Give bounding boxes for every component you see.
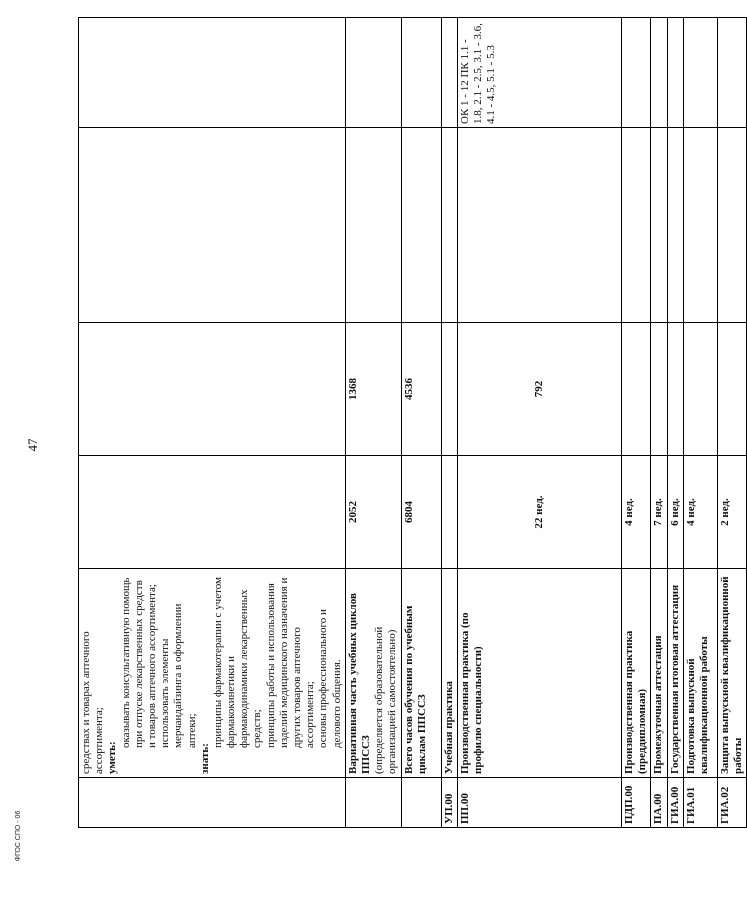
- hours-cell-text: 4536: [402, 378, 415, 400]
- subject-cell: [651, 128, 667, 323]
- competency-codes-cell: [401, 18, 441, 128]
- code-cell-text: ПДП.00: [622, 785, 635, 824]
- hours-cell: [345, 323, 401, 456]
- table-row: [717, 18, 746, 828]
- code-cell: [651, 778, 667, 828]
- max-load-cell: [667, 456, 683, 569]
- max-load-cell: [683, 456, 717, 569]
- code-cell-text: ГИА.01: [684, 786, 697, 824]
- max-load-cell: [345, 456, 401, 569]
- competency-codes-cell: [683, 18, 717, 128]
- code-cell: [79, 778, 346, 828]
- title-cell: [667, 569, 683, 778]
- max-load-cell-text: 7 нед.: [652, 498, 665, 526]
- table-row: [401, 18, 441, 828]
- hours-cell: [683, 323, 717, 456]
- code-cell-text: УП.00: [442, 793, 455, 824]
- table-row: [79, 18, 346, 828]
- hours-cell: [457, 323, 621, 456]
- section-heading: уметь:: [106, 741, 119, 774]
- max-load-cell-text: 2052: [346, 501, 359, 523]
- competency-codes-cell: [651, 18, 667, 128]
- rotated-table-wrapper: [78, 18, 744, 828]
- title-cell-text: Государственная итоговая аттестация: [668, 584, 681, 774]
- max-load-cell-text: 4 нед.: [684, 498, 697, 526]
- subject-cell: [79, 128, 346, 323]
- subject-cell: [683, 128, 717, 323]
- subject-cell: [717, 128, 746, 323]
- table-row: [457, 18, 621, 828]
- title-cell: [345, 569, 401, 778]
- code-cell: [441, 778, 457, 828]
- competency-codes-cell: [345, 18, 401, 128]
- table-body: [79, 18, 747, 828]
- subject-cell: [457, 128, 621, 323]
- max-load-cell-text: 2 нед.: [718, 498, 731, 526]
- max-load-cell-text: 22 нед.: [532, 495, 545, 529]
- hours-cell: [717, 323, 746, 456]
- title-cell: [457, 569, 621, 778]
- max-load-cell-text: 6804: [402, 501, 415, 523]
- max-load-cell-text: 4 нед.: [622, 498, 635, 526]
- hours-cell: [79, 323, 346, 456]
- table-row: [651, 18, 667, 828]
- title-cell-text: Промежуточная аттестация: [652, 635, 665, 774]
- table-row: [667, 18, 683, 828]
- title-note: (определяется образовательной организацией самостоятельно): [373, 626, 399, 774]
- code-cell: [401, 778, 441, 828]
- table-row: [683, 18, 717, 828]
- hours-cell: [651, 323, 667, 456]
- hours-cell: [401, 323, 441, 456]
- competency-codes-cell: [441, 18, 457, 128]
- hours-cell-text: 792: [532, 380, 545, 398]
- code-cell-text: ПА.00: [652, 793, 665, 824]
- title-cell: [651, 569, 667, 778]
- code-cell: [667, 778, 683, 828]
- hours-cell-text: 1368: [346, 378, 359, 400]
- title-cell-text: Подготовка выпускной квалификационной работы: [684, 636, 710, 774]
- section-heading: знать:: [198, 743, 211, 774]
- max-load-cell-text: 6 нед.: [668, 498, 681, 526]
- description-line: средствах и товарах аптечного ассортимента;: [80, 631, 106, 774]
- title-cell-text: Защита выпускной квалификационной работы: [718, 576, 744, 774]
- code-cell-text: ГИА.02: [718, 786, 731, 824]
- description-line: оказывать консультативную помощь при отпуске лекарственных средств и товаров аптечного ассортимента;: [119, 577, 158, 748]
- code-cell: [621, 778, 650, 828]
- table-row: [621, 18, 650, 828]
- subject-cell: [345, 128, 401, 323]
- title-cell-text: Учебная практика: [442, 681, 455, 774]
- description-line: принципы фармакотерапии с учетом фармакокинетики и фармакодинамики лекарственных средств;: [211, 576, 264, 748]
- max-load-cell: [717, 456, 746, 569]
- title-cell: [401, 569, 441, 778]
- footer-label: ФГОС СПО - 06: [15, 810, 22, 862]
- curriculum-table: [78, 17, 747, 828]
- description-line: использовать элементы мерчандайзинга в оформлении аптеки;: [159, 603, 198, 748]
- max-load-cell: [651, 456, 667, 569]
- title-cell: [717, 569, 746, 778]
- competency-codes-cell: [667, 18, 683, 128]
- code-cell: [717, 778, 746, 828]
- code-cell-text: ПП.00: [458, 793, 471, 824]
- title-cell: [683, 569, 717, 778]
- max-load-cell: [621, 456, 650, 569]
- code-cell: [345, 778, 401, 828]
- competency-codes-cell-text: ОК 1 - 12 ПК 1.1 - 1.8, 2.1 - 2.5, 3.1 - 3.6, 4.1 - 4.5, 5.1 - 5.3: [458, 23, 498, 124]
- title-cell: [621, 569, 650, 778]
- max-load-cell: [441, 456, 457, 569]
- subject-cell: [401, 128, 441, 323]
- max-load-cell: [457, 456, 621, 569]
- title-cell-text: Производственная практика (преддипломная): [622, 630, 649, 774]
- description-line: принципы работы и использования изделий медицинского назначения и других товаров аптечного ассортимента;: [264, 577, 317, 748]
- table-row: [441, 18, 457, 828]
- code-cell: [457, 778, 621, 828]
- competency-description-cell: [79, 569, 346, 778]
- competency-codes-cell: [717, 18, 746, 128]
- subject-cell: [667, 128, 683, 323]
- title-cell: [441, 569, 457, 778]
- subject-cell: [621, 128, 650, 323]
- title-cell-text: Вариативная часть учебных циклов ППССЗ: [346, 593, 372, 774]
- code-cell: [683, 778, 717, 828]
- competency-codes-cell: [79, 18, 346, 128]
- hours-cell: [667, 323, 683, 456]
- code-cell-text: ГИА.00: [668, 786, 681, 824]
- hours-cell: [441, 323, 457, 456]
- competency-codes-cell: [457, 18, 621, 128]
- subject-cell: [441, 128, 457, 323]
- hours-cell: [621, 323, 650, 456]
- max-load-cell: [401, 456, 441, 569]
- title-cell-text: Производственная практика (по профилю специальности): [458, 612, 485, 774]
- competency-codes-cell: [621, 18, 650, 128]
- page-number: 47: [25, 438, 40, 452]
- table-row: [345, 18, 401, 828]
- description-line: основы профессионального и делового общения.: [317, 609, 343, 748]
- title-cell-text: Всего часов обучения по учебным циклам ППССЗ: [402, 605, 428, 774]
- max-load-cell: [79, 456, 346, 569]
